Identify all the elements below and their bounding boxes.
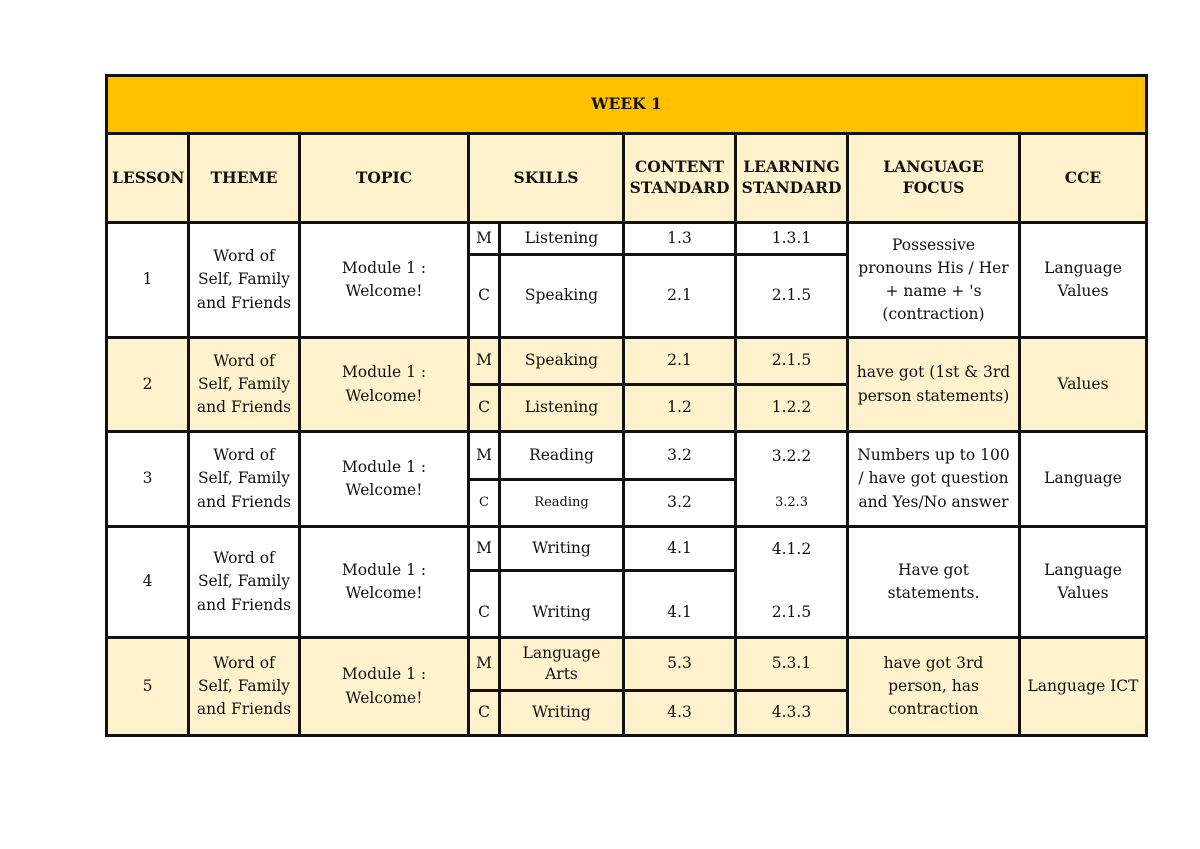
- table-row: [107, 432, 1147, 480]
- lesson-topic: Module 1 : Welcome!: [300, 638, 469, 736]
- learning-standard: 2.1.5: [736, 571, 848, 638]
- learning-standard: 3.2.3: [736, 480, 848, 527]
- content-standard: 4.1: [624, 571, 736, 638]
- header-language-focus: LANGUAGE FOCUS: [848, 134, 1020, 223]
- lesson-theme: Word of Self, Family and Friends: [189, 223, 300, 338]
- language-focus: have got (1st & 3rd person statements): [848, 338, 1020, 432]
- skill-name: Writing: [500, 527, 624, 571]
- learning-standard: 1.2.2: [736, 385, 848, 432]
- learning-standard: 5.3.1: [736, 638, 848, 691]
- skill-type: C: [469, 255, 500, 338]
- header-theme: THEME: [189, 134, 300, 223]
- skill-type: M: [469, 527, 500, 571]
- learning-standard: 4.3.3: [736, 691, 848, 736]
- content-standard: 1.3: [624, 223, 736, 255]
- content-standard: 4.1: [624, 527, 736, 571]
- learning-standard: 2.1.5: [736, 255, 848, 338]
- lesson-number: 2: [107, 338, 189, 432]
- learning-standard: 3.2.2: [736, 432, 848, 480]
- learning-standard: 4.1.2: [736, 527, 848, 571]
- skill-type: C: [469, 480, 500, 527]
- skill-name: Language Arts: [500, 638, 624, 691]
- cce-value: Language ICT: [1020, 638, 1147, 736]
- learning-standard: 2.1.5: [736, 338, 848, 385]
- content-standard: 3.2: [624, 480, 736, 527]
- cce-value: Values: [1020, 338, 1147, 432]
- lesson-topic: Module 1 : Welcome!: [300, 223, 469, 338]
- lesson-topic: Module 1 : Welcome!: [300, 527, 469, 638]
- skill-name: Reading: [500, 480, 624, 527]
- content-standard: 4.3: [624, 691, 736, 736]
- lesson-number: 5: [107, 638, 189, 736]
- table-row: [107, 223, 1147, 255]
- skill-type: C: [469, 385, 500, 432]
- lesson-theme: Word of Self, Family and Friends: [189, 527, 300, 638]
- lesson-plan-table: [105, 74, 1148, 737]
- header-learning-standard: LEARNING STANDARD: [736, 134, 848, 223]
- week-title: WEEK 1: [107, 76, 1147, 134]
- lesson-theme: Word of Self, Family and Friends: [189, 432, 300, 527]
- skill-name: Writing: [500, 571, 624, 638]
- content-standard: 3.2: [624, 432, 736, 480]
- content-standard: 2.1: [624, 255, 736, 338]
- skill-type: M: [469, 432, 500, 480]
- language-focus: Possessive pronouns His / Her + name + 's (contraction): [848, 223, 1020, 338]
- cce-value: Language: [1020, 432, 1147, 527]
- lesson-topic: Module 1 : Welcome!: [300, 338, 469, 432]
- lesson-number: 3: [107, 432, 189, 527]
- learning-standard: 1.3.1: [736, 223, 848, 255]
- language-focus: Numbers up to 100 / have got question and Yes/No answer: [848, 432, 1020, 527]
- content-standard: 2.1: [624, 338, 736, 385]
- skill-type: M: [469, 223, 500, 255]
- skill-type: C: [469, 691, 500, 736]
- header-skills: SKILLS: [469, 134, 624, 223]
- skill-type: C: [469, 571, 500, 638]
- header-topic: TOPIC: [300, 134, 469, 223]
- column-header-row: [107, 134, 1147, 223]
- table-row: [107, 338, 1147, 385]
- language-focus: have got 3rd person, has contraction: [848, 638, 1020, 736]
- content-standard: 1.2: [624, 385, 736, 432]
- skill-name: Reading: [500, 432, 624, 480]
- week-title-row: [107, 76, 1147, 134]
- lesson-number: 4: [107, 527, 189, 638]
- skill-name: Listening: [500, 385, 624, 432]
- lesson-theme: Word of Self, Family and Friends: [189, 638, 300, 736]
- lesson-theme: Word of Self, Family and Friends: [189, 338, 300, 432]
- lesson-topic: Module 1 : Welcome!: [300, 432, 469, 527]
- skill-type: M: [469, 338, 500, 385]
- content-standard: 5.3: [624, 638, 736, 691]
- table-row: [107, 638, 1147, 691]
- skill-name: Speaking: [500, 255, 624, 338]
- skill-name: Writing: [500, 691, 624, 736]
- skill-name: Speaking: [500, 338, 624, 385]
- lesson-number: 1: [107, 223, 189, 338]
- cce-value: Language Values: [1020, 527, 1147, 638]
- header-content-standard: CONTENT STANDARD: [624, 134, 736, 223]
- table-row: [107, 527, 1147, 571]
- cce-value: Language Values: [1020, 223, 1147, 338]
- skill-name: Listening: [500, 223, 624, 255]
- language-focus: Have got statements.: [848, 527, 1020, 638]
- skill-type: M: [469, 638, 500, 691]
- header-lesson: LESSON: [107, 134, 189, 223]
- header-cce: CCE: [1020, 134, 1147, 223]
